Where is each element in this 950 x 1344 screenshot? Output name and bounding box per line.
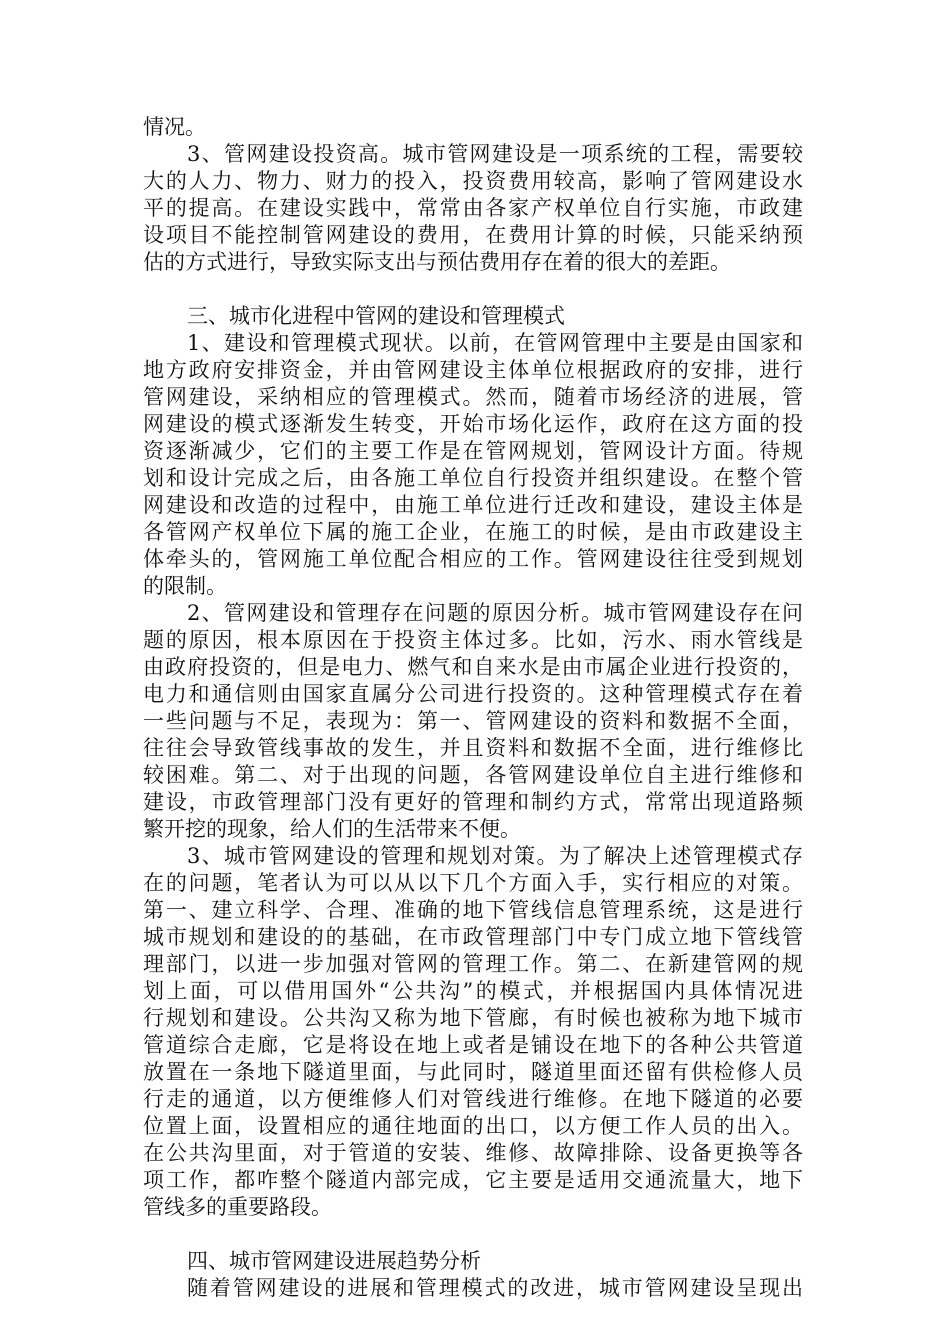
text-line: 3、城市管网建设的管理和规划对策。为了解决上述管理模式存: [187, 844, 803, 868]
paragraph: [143, 1275, 803, 1302]
text-line: 设项目不能控制管网建设的费用，在费用计算的时候，只能采纳预: [143, 223, 803, 247]
text-line: 较困难。第二、对于出现的问题，各管网建设单位自主进行维修和: [143, 763, 803, 787]
text-line: 3、管网建设投资高。城市管网建设是一项系统的工程，需要较: [187, 142, 803, 166]
text-line: 位置上面，设置相应的通往地面的出口，以方便工作人员的出入。: [143, 1114, 803, 1138]
text-line: 理部门，以进一步加强对管网的管理工作。第二、在新建管网的规: [143, 952, 803, 976]
paragraph: [143, 141, 803, 276]
text-line: 管道综合走廊，它是将设在地上或者是铺设在地下的各种公共管道: [143, 1033, 803, 1057]
text-line: 由政府投资的，但是电力、燃气和自来水是由市属企业进行投资的，: [143, 655, 803, 679]
text-line: 随着管网建设的进展和管理模式的改进，城市管网建设呈现出: [187, 1276, 803, 1300]
text-line: 各管网产权单位下属的施工企业，在施工的时候，是由市政建设主: [143, 520, 803, 544]
text-line: 项工作，都咋整个隧道内部完成，它主要是适用交通流量大，地下: [143, 1168, 803, 1192]
text-line: 繁开挖的现象，给人们的生活带来不便。: [143, 817, 521, 841]
section-heading: 三、城市化进程中管网的建设和管理模式: [187, 304, 565, 328]
text-line: 2、管网建设和管理存在问题的原因分析。城市管网建设存在问: [187, 601, 803, 625]
text-line: 往往会导致管线事故的发生，并且资料和数据不全面，进行维修比: [143, 736, 803, 760]
text-line: 地方政府安排资金，并由管网建设主体单位根据政府的安排，进行: [143, 358, 803, 382]
text-line: 一些问题与不足，表现为：第一、管网建设的资料和数据不全面，: [143, 709, 803, 733]
text-line: 管网建设，采纳相应的管理模式。然而，随着市场经济的进展，管: [143, 385, 803, 409]
text-line: 平的提高。在建设实践中，常常由各家产权单位自行实施，市政建: [143, 196, 803, 220]
text-line: 网建设和改造的过程中，由施工单位进行迁改和建设，建设主体是: [143, 493, 803, 517]
text-line: 行规划和建设。公共沟又称为地下管廊，有时候也被称为地下城市: [143, 1006, 803, 1030]
text-line: 划上面，可以借用国外“公共沟”的模式，并根据国内具体情况进: [143, 979, 803, 1003]
text-line: 放置在一条地下隧道里面，与此同时，隧道里面还留有供检修人员: [143, 1060, 803, 1084]
text-line: 网建设的模式逐渐发生转变，开始市场化运作，政府在这方面的投: [143, 412, 803, 436]
text-line: 大的人力、物力、财力的投入，投资费用较高，影响了管网建设水: [143, 169, 803, 193]
paragraph: [143, 843, 803, 1221]
text-line: 资逐渐减少，它们的主要工作是在管网规划，管网设计方面。待规: [143, 439, 803, 463]
text-line: 在的问题，笔者认为可以从以下几个方面入手，实行相应的对策。: [143, 871, 803, 895]
text-line: 建设，市政管理部门没有更好的管理和制约方式，常常出现道路频: [143, 790, 803, 814]
text-line: 管线多的重要路段。: [143, 1195, 332, 1219]
text-line: 的限制。: [143, 574, 227, 598]
text-line: 体牵头的，管网施工单位配合相应的工作。管网建设往往受到规划: [143, 547, 803, 571]
text-line: 情况。: [143, 115, 206, 139]
section-heading: 四、城市管网建设进展趋势分析: [187, 1249, 481, 1273]
text-line: 在公共沟里面，对于管道的安装、维修、故障排除、设备更换等各: [143, 1141, 803, 1165]
text-line: 划和设计完成之后，由各施工单位自行投资并组织建设。在整个管: [143, 466, 803, 490]
paragraph: [143, 114, 803, 141]
paragraph: [143, 600, 803, 843]
document-page: [143, 114, 803, 1302]
text-line: 第一、建立科学、合理、准确的地下管线信息管理系统，这是进行: [143, 898, 803, 922]
text-line: 电力和通信则由国家直属分公司进行投资的。这种管理模式存在着: [143, 682, 803, 706]
text-line: 1、建设和管理模式现状。以前，在管网管理中主要是由国家和: [187, 331, 803, 355]
text-line: 行走的通道，以方便维修人们对管线进行维修。在地下隧道的必要: [143, 1087, 803, 1111]
text-line: 城市规划和建设的的基础，在市政管理部门中专门成立地下管线管: [143, 925, 803, 949]
paragraph: [143, 330, 803, 600]
text-line: 估的方式进行，导致实际支出与预估费用存在着的很大的差距。: [143, 250, 731, 274]
text-line: 题的原因，根本原因在于投资主体过多。比如，污水、雨水管线是: [143, 628, 803, 652]
